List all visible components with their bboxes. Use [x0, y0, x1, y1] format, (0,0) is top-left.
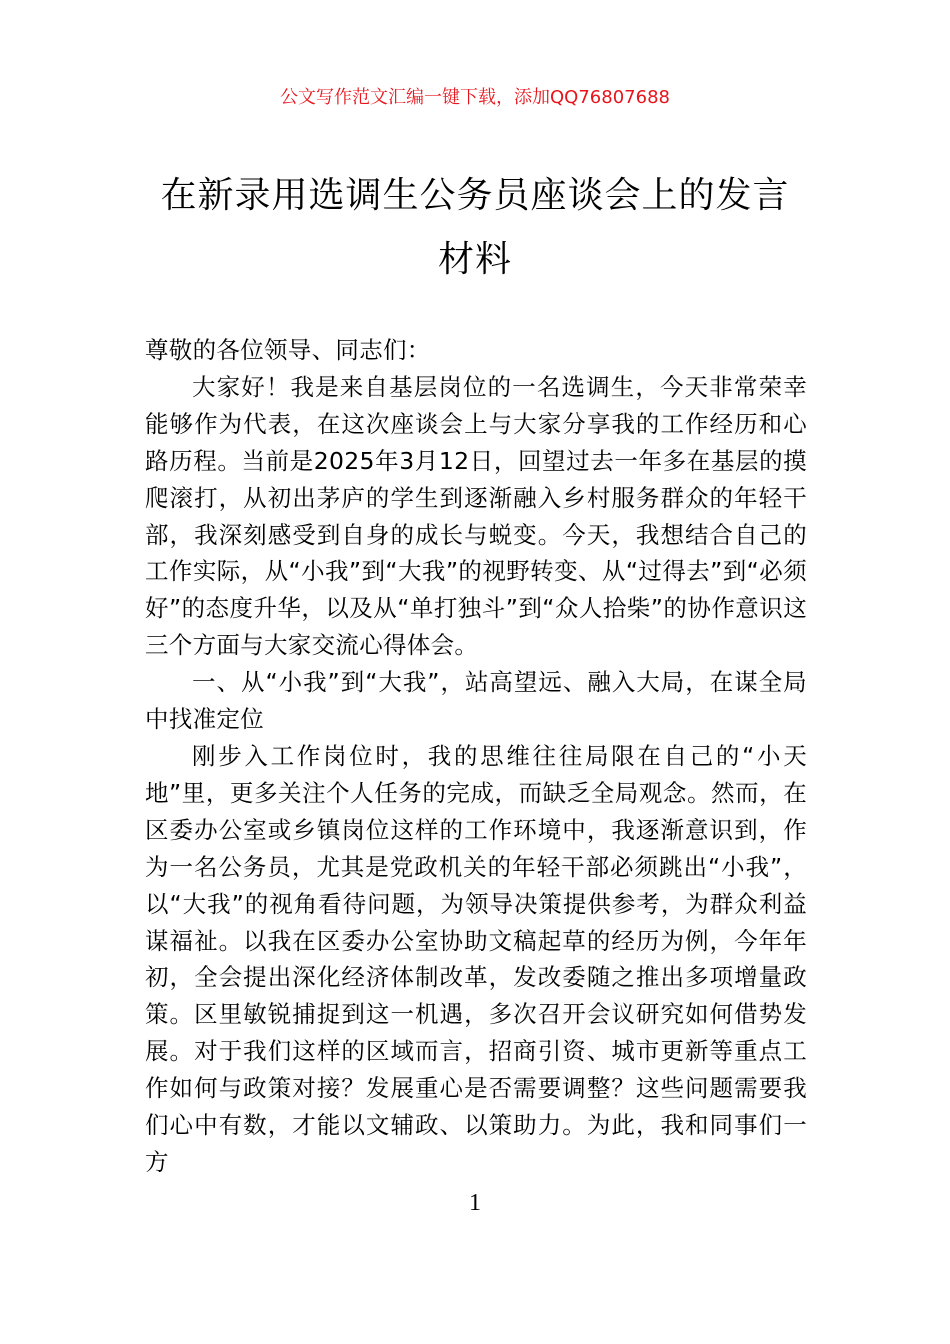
promo-banner: 公文写作范文汇编一键下载，添加QQ76807688	[280, 87, 670, 108]
paragraph-section-1: 刚步入工作岗位时，我的思维往往局限在自己的“小天地”里，更多关注个人任务的完成，而缺乏全局观念。然而，在区委办公室或乡镇岗位这样的工作环境中，我逐渐意识到，作为一名公务员，尤其是党政机关的年轻干部必须跳出“小我”，以“大我”的视角看待问题，为领导决策提供参考，为群众利益谋福祉。以我在区委办公室协助文稿起草的经历为例，今年年初，全会提出深化经济体制改革，发改委随之推出多项增量政策。区里敏锐捕捉到这一机遇，多次召开会议研究如何借势发展。对于我们这样的区域而言，招商引资、城市更新等重点工作如何与政策对接？发展重心是否需要调整？这些问题需要我们心中有数，才能以文辅政、以策助力。为此，我和同事们一方	[145, 741, 807, 1176]
salutation: 尊敬的各位领导、同志们：	[145, 336, 431, 364]
page-number: 1	[469, 1190, 481, 1216]
document-body	[145, 332, 807, 1181]
paragraph-intro: 大家好！我是来自基层岗位的一名选调生，今天非常荣幸能够作为代表，在这次座谈会上与大家分享我的工作经历和心路历程。当前是2025年3月12日，回望过去一年多在基层的摸爬滚打，从初出茅庐的学生到逐渐融入乡村服务群众的年轻干部，我深刻感受到自身的成长与蜕变。今天，我想结合自己的工作实际，从“小我”到“大我”的视野转变、从“过得去”到“必须好”的态度升华，以及从“单打独斗”到“众人拾柴”的协作意识这三个方面与大家交流心得体会。	[145, 372, 807, 660]
document-title: 在新录用选调生公务员座谈会上的发言材料	[160, 175, 790, 280]
section-heading-1: 一、从“小我”到“大我”，站高望远、融入大局，在谋全局中找准定位	[145, 668, 807, 734]
